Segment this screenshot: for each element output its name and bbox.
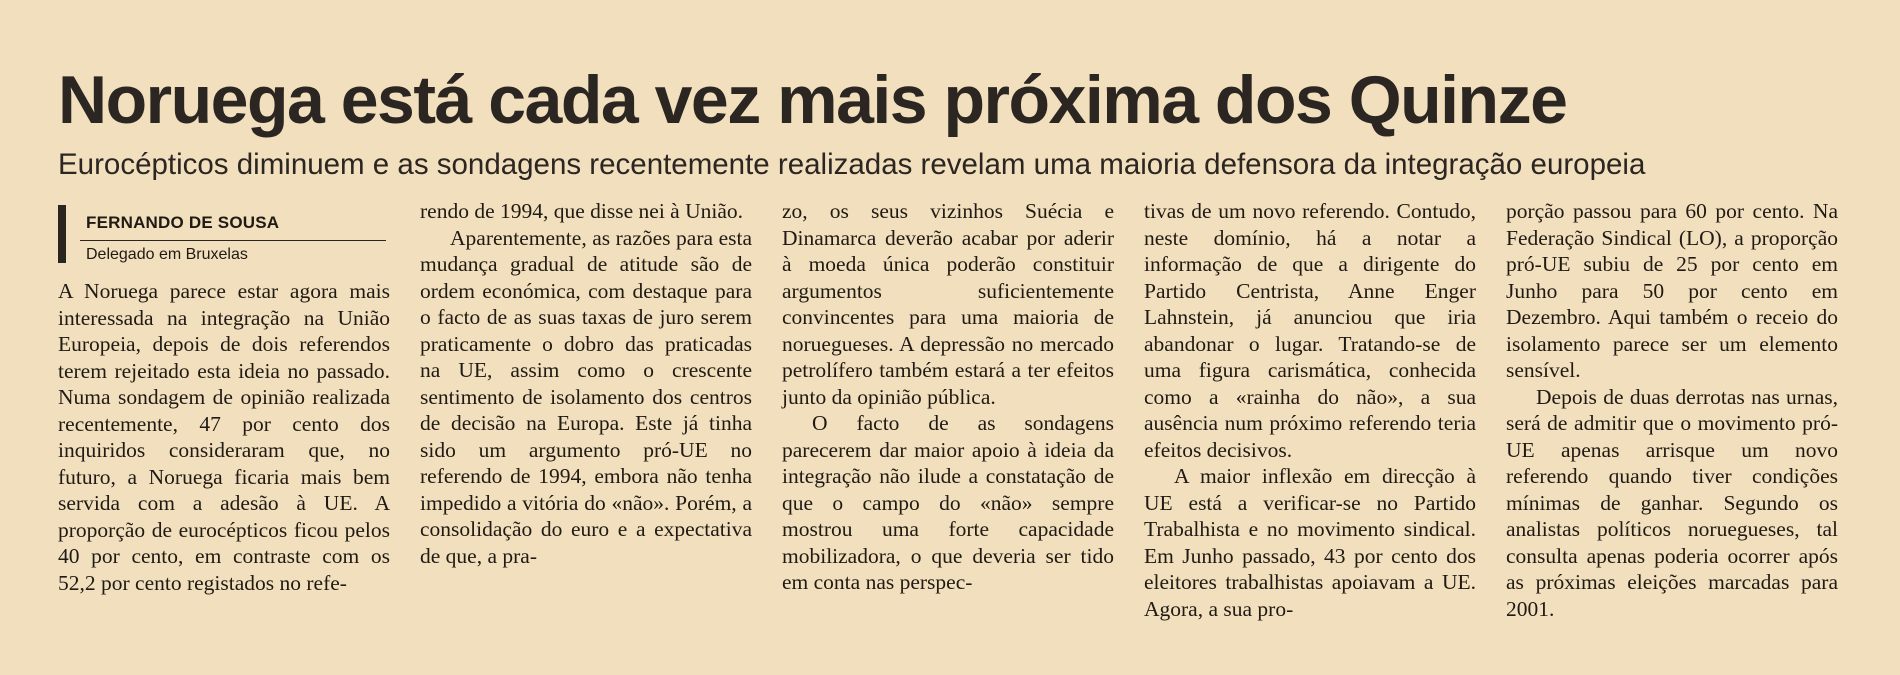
byline bbox=[58, 205, 390, 265]
author-name: FERNANDO DE SOUSA bbox=[86, 213, 280, 232]
paragraph: O facto de as sondagens parecerem dar maior apoio à ideia da integração não ilude a constatação de que o campo do «não» sempre mostrou uma forte capacidade mobilizadora, o que deveria ser tido em conta nas perspec- bbox=[782, 411, 1114, 594]
paragraph: A Noruega parece estar agora mais interessada na integração na União Europeia, depois de dois referendos terem rejeitado esta ideia no passado. Numa sondagem de opinião realizada recentemente, 47 por cento dos inquiridos consideraram que, no futuro, a Noruega ficaria mais bem servida com a adesão à UE. A proporção de eurocépticos ficou pelos 40 por cento, em contraste com os 52,2 por cento registados no refe- bbox=[58, 279, 390, 595]
article-column-4 bbox=[1144, 198, 1476, 622]
paragraph: tivas de um novo referendo. Contudo, neste domínio, há a notar a informação de que a dirigente do Partido Centrista, Anne Enger Lahnstein, já anunciou que iria abandonar o lugar. Tratando-se de uma figura carismática, conhecida como a «rainha do não», a sua ausência num próximo referendo teria efeitos decisivos. bbox=[1144, 199, 1476, 462]
article-column-5 bbox=[1506, 198, 1838, 622]
paragraph: porção passou para 60 por cento. Na Federação Sindical (LO), a proporção pró-UE subiu de 25 por cento em Junho para 50 por cento em Dezembro. Aqui também o receio do isolamento parece ser um elemento sensível. bbox=[1506, 199, 1838, 382]
paragraph: zo, os seus vizinhos Suécia e Dinamarca deverão acabar por aderir à moeda única poderão constituir argumentos suficientemente convincentes para uma maioria de noruegueses. A depressão no mercado petrolífero também estará a ter efeitos junto da opinião pública. bbox=[782, 199, 1114, 409]
paragraph: Depois de duas derrotas nas urnas, será de admitir que o movimento pró-UE apenas arrisque um novo referendo quando tiver condições mínimas de ganhar. Segundo os analistas políticos noruegueses, tal consulta apenas poderia ocorrer após as próximas eleições marcadas para 2001. bbox=[1506, 384, 1838, 621]
headline: Noruega está cada vez mais próxima dos Quinze bbox=[58, 62, 1567, 138]
byline-bar bbox=[58, 205, 66, 263]
author-role: Delegado em Bruxelas bbox=[86, 246, 248, 263]
article-column-3 bbox=[782, 198, 1114, 596]
paragraph: Aparentemente, as razões para esta mudança gradual de atitude são de ordem económica, com destaque para o facto de as suas taxas de juro serem praticamente o dobro das praticadas na UE, assim como o crescente sentimento de isolamento dos centros de decisão na Europa. Este já tinha sido um argumento pró-UE no referendo de 1994, embora não tenha impedido a vitória do «não». Porém, a consolidação do euro e a expectativa de que, a pra- bbox=[420, 225, 752, 568]
paragraph: rendo de 1994, que disse nei à União. bbox=[420, 199, 744, 223]
paragraph: A maior inflexão em direcção à UE está a verificar-se no Partido Trabalhista e no movimento sindical. Em Junho passado, 43 por cento dos eleitores trabalhistas apoiavam a UE. Agora, a sua pro- bbox=[1144, 464, 1476, 621]
subheadline: Eurocépticos diminuem e as sondagens recentemente realizadas revelam uma maioria defensora da integração europeia bbox=[58, 148, 1646, 181]
article-column-2 bbox=[420, 198, 752, 569]
byline-rule bbox=[80, 240, 386, 241]
article-column-1 bbox=[58, 278, 390, 596]
